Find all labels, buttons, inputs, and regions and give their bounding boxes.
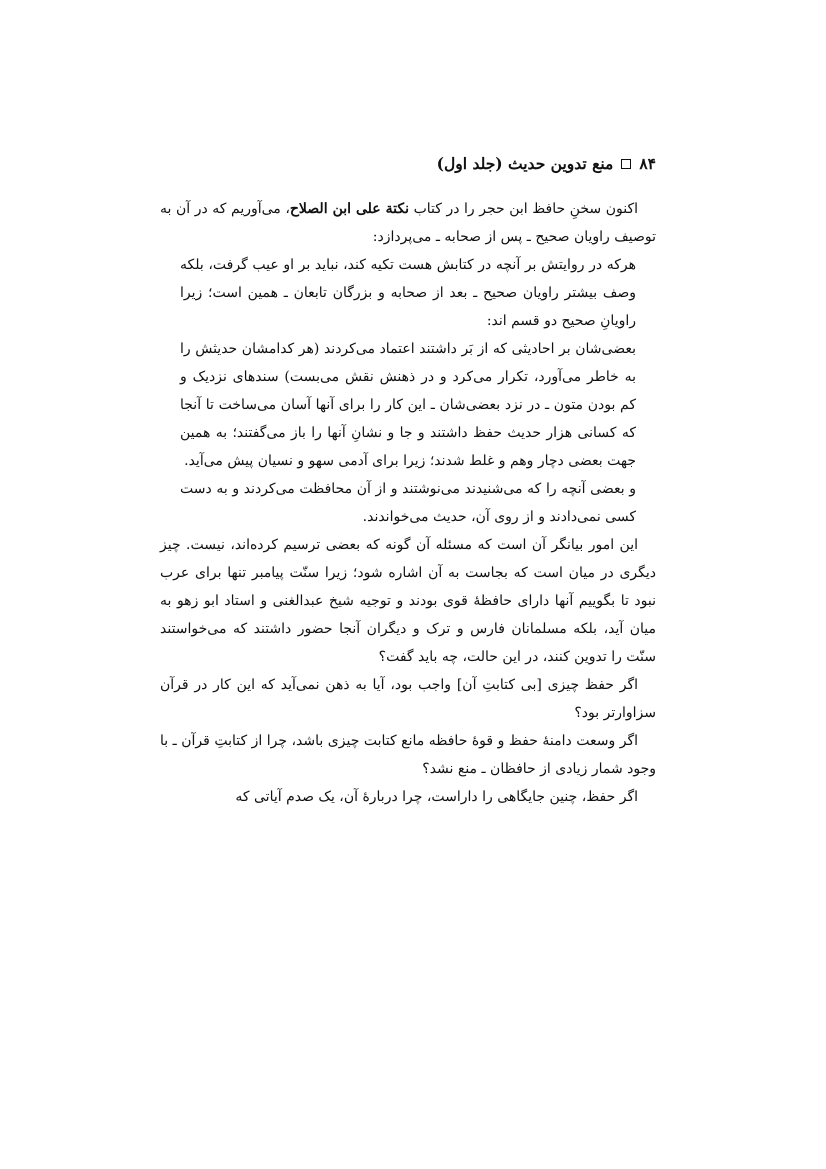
block-quote [160, 251, 656, 531]
body-paragraph-2: اگر حفظ چیزی [بی کتابتِ آن] واجب بود، آیا به ذهن نمی‌آید که این کار در قرآن سزاوارتر بود؟ [160, 677, 656, 721]
main-text [160, 195, 656, 811]
body-paragraph-3: اگر وسعت دامنهٔ حفظ و قوهٔ حافظه مانع کتابت چیزی باشد، چرا از کتابتِ قرآن ـ با وجود شمار زیادی از حافظان ـ منع نشد؟ [160, 733, 656, 777]
quote-paragraph-3: و بعضی آنچه را که می‌شنیدند می‌نوشتند و از آن محافظت می‌کردند و به دست کسی نمی‌دادند و از روی آن، حدیث می‌خواندند. [180, 481, 636, 525]
book-title: نکتة علی ابن الصلاح [289, 201, 410, 217]
running-title: منع تدوین حدیث (جلد اول) [436, 153, 614, 173]
intro-text-before: اکنون سخنِ حافظ ابن حجر را در کتاب [409, 201, 638, 217]
body-paragraph-4: اگر حفظ، چنین جایگاهی را داراست، چرا دربارهٔ آن، یک صدم آیاتی که [235, 789, 638, 805]
intro-paragraph [160, 195, 656, 251]
body-paragraph-1: این امور بیانگر آن است که مسئله آن گونه که بعضی ترسیم کرده‌اند، نیست. چیز دیگری در میان است که بجاست به آن اشاره شود؛ زیرا سنّت پیامبر تنها برای عرب نبود تا بگوییم آنها دارای حافظهٔ قوی بودند و توجیه شیخ عبدالغنی و استاد ابو زهو به میان آید، بلکه مسلمانان فارس و ترک و دیگران آنجا حضور داشتند که می‌خواستند سنّت را تدوین کنند، در این حالت، چه باید گفت؟ [160, 537, 656, 665]
intro-text-after: ، می‌آوریم که در آن به توصیف راویان صحیح ـ پس از صحابه ـ می‌پردازد: [160, 201, 656, 245]
page-number: ۸۴ [639, 153, 656, 173]
quote-paragraph-2: بعضی‌شان بر احادیثی که از بَر داشتند اعتماد می‌کردند (هر کدامشان حدیثش را به خاطر می‌آورد، تکرار می‌کرد و در ذهنش نقش می‌بست) سندهای نزدیک و کم بودن متون ـ در نزد بعضی‌شان ـ این کار را برای آنها آسان می‌ساخت تا آنجا که کسانی هزار حدیث حفظ داشتند و جا و نشانِ آنها را باز می‌گفتند؛ به همین جهت بعضی دچار وهم و غلط شدند؛ زیرا برای آدمی سهو و نسیان پیش می‌آید. [180, 341, 636, 469]
page-header [166, 150, 656, 176]
square-bullet-icon [621, 159, 631, 169]
quote-paragraph-1: هرکه در روایتش بر آنچه در کتابش هست تکیه کند، نباید بر او عیب گرفت، بلکه وصف بیشتر راویان صحیح ـ بعد از صحابه و بزرگان تابعان ـ همین است؛ زیرا راویانِ صحیح دو قسم اند: [180, 257, 636, 329]
